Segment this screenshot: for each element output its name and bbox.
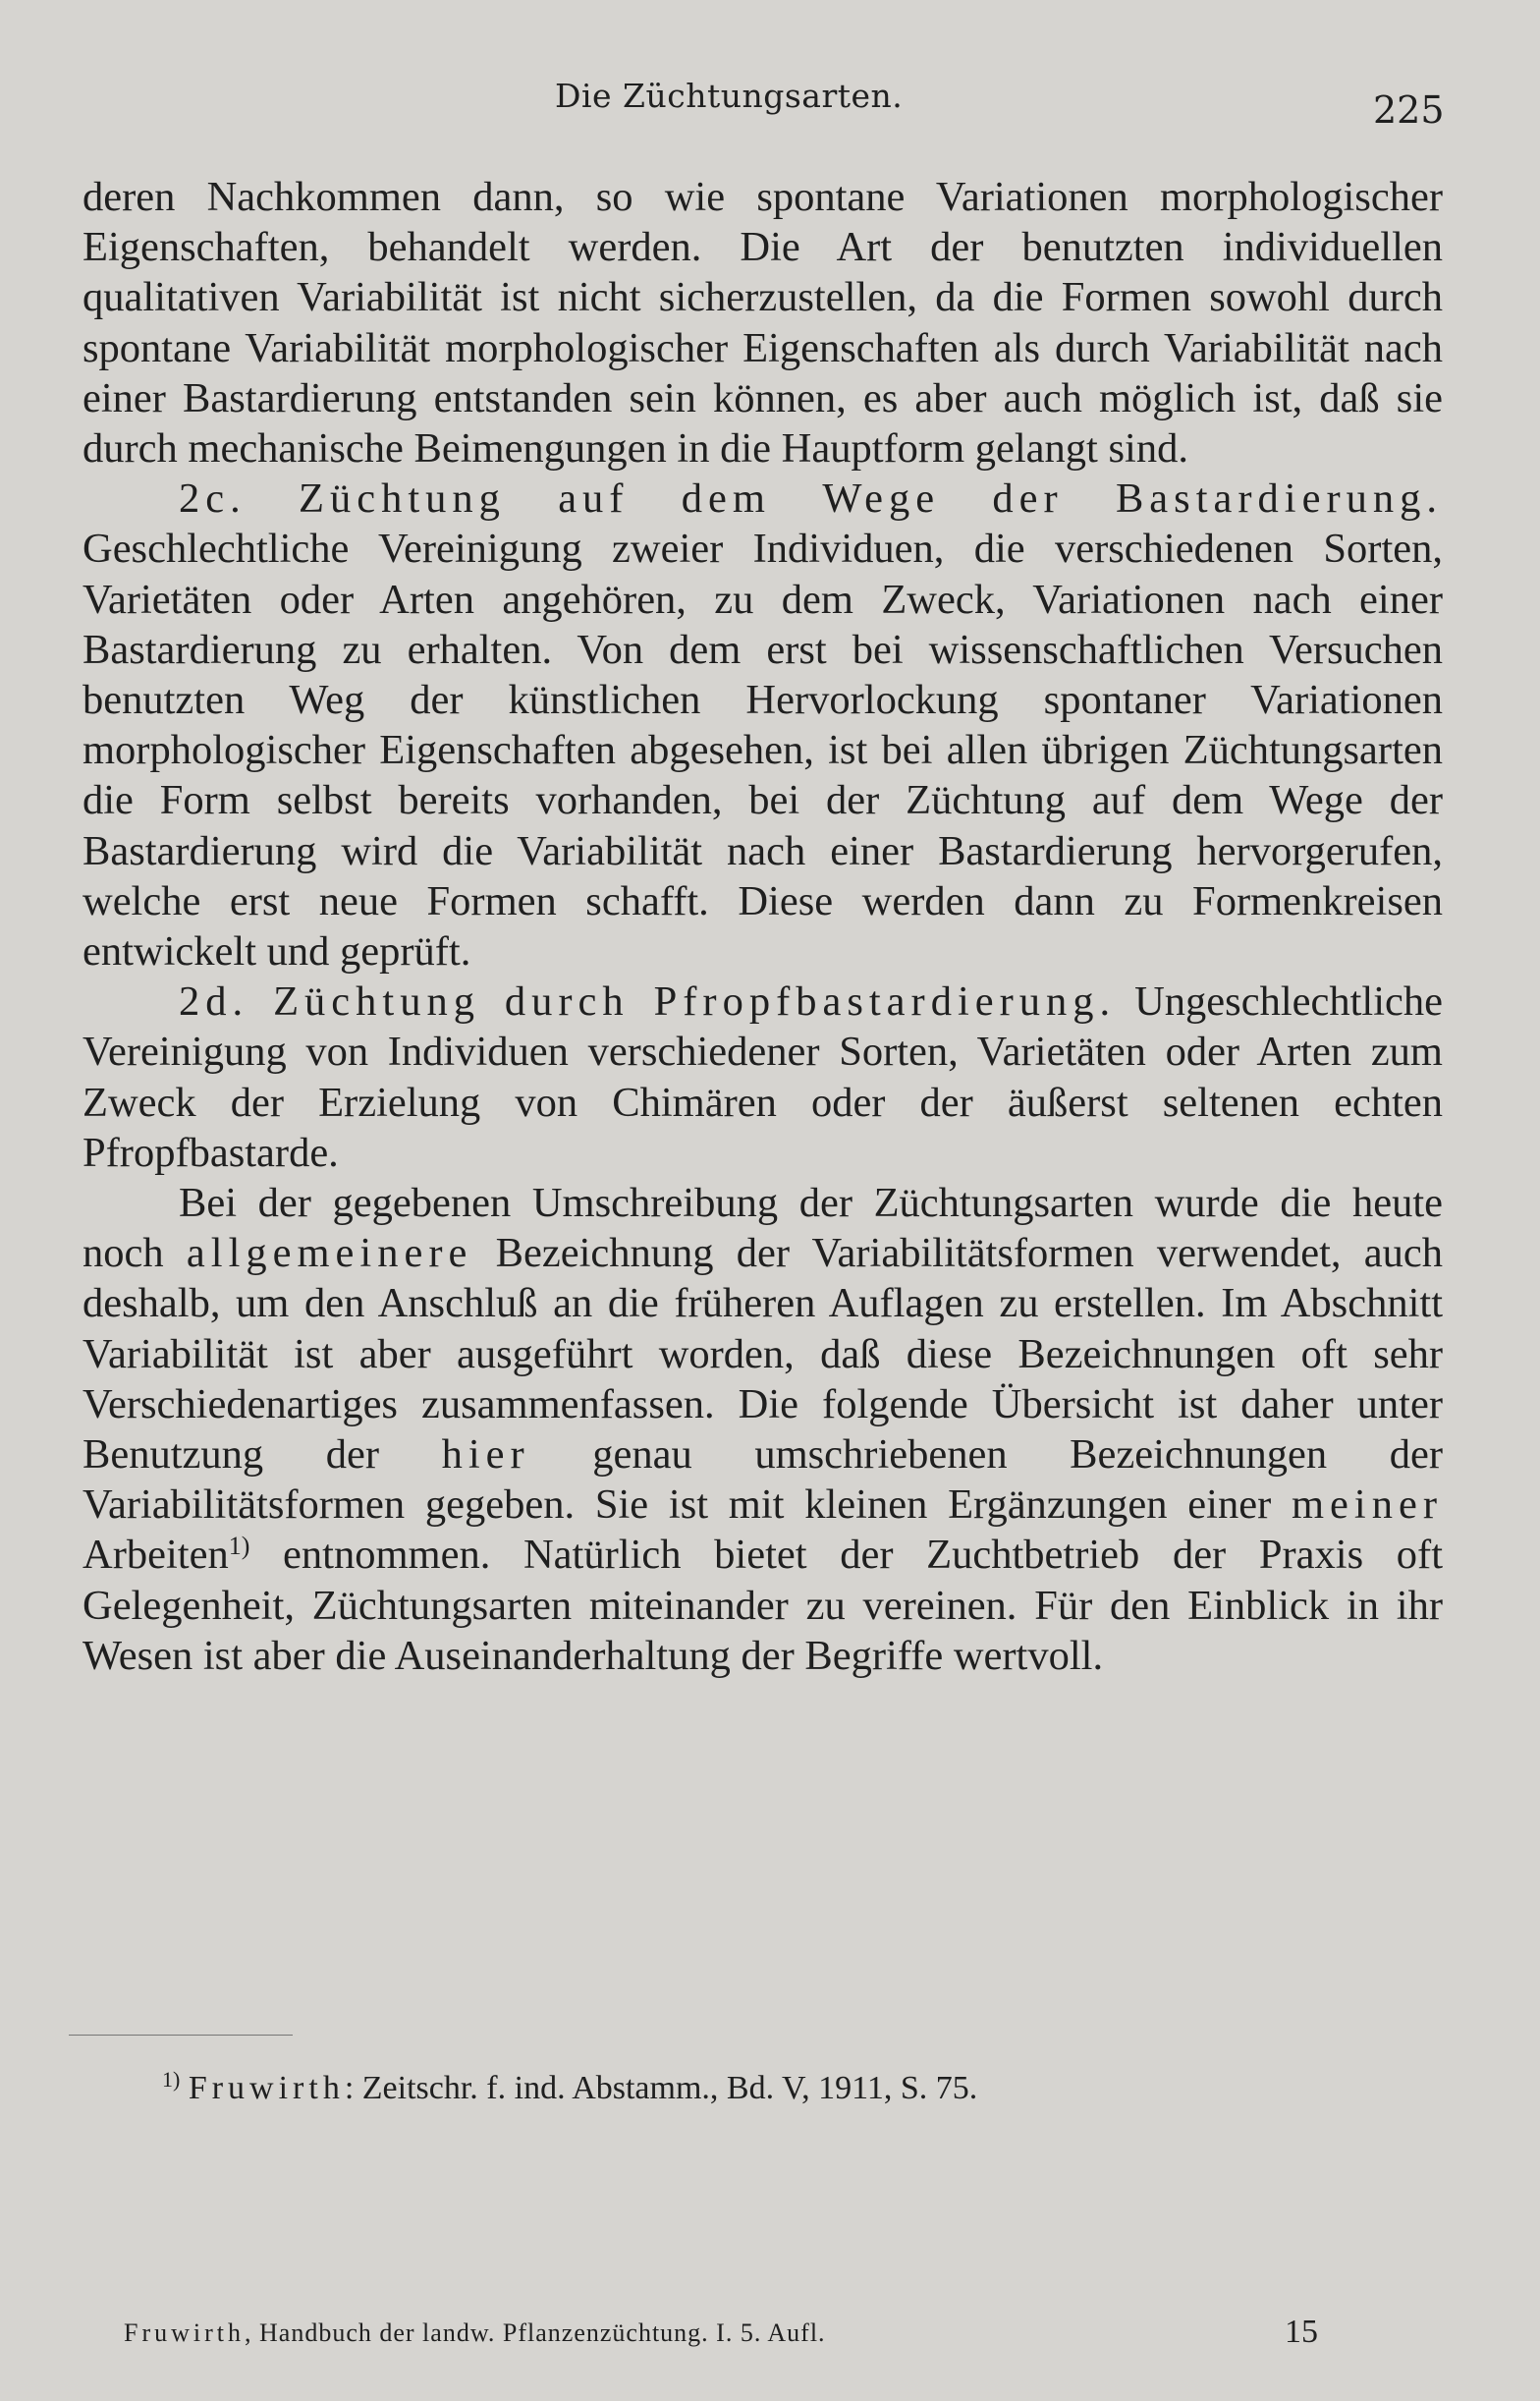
signature-title: , Handbuch der landw. Pflanzenzüchtung. I. 5. Aufl. [245,2318,826,2347]
paragraph-3-text: Ungeschlechtliche Vereinigung von Individuen verschiedener Sorten, Varietäten oder Arten zum Zweck der Erzielung von Chimären oder der äußerst seltenen echten Pfropfbastarde. [82,978,1444,1176]
paragraph-4-part-c: genau umschriebenen Bezeichnungen der Variabilitätsformen gegeben. Sie ist mit kleinen Ergänzungen einer [82,1431,1444,1529]
emphasis-meiner: meiner [1292,1481,1443,1529]
page-number: 225 [1373,88,1445,132]
paragraph-1: deren Nachkommen dann, so wie spontane Variationen morphologischer Eigenschaften, behandelt werden. Die Art der benutzten individuellen qualitativen Variabilität ist nicht sicherzustellen, da die Formen sowohl durch spontane Variabilität morphologischer Eigenschaften als durch Variabilität nach einer Bastardierung entstanden sein können, es aber auch möglich ist, daß sie durch mechanische Beimengungen in die Hauptform gelangt sind. [82,174,1443,473]
paragraph-2-text: Geschlechtliche Vereinigung zweier Individuen, die verschiedenen Sorten, Varietäten oder Arten angehören, zu dem Zweck, Variationen nach einer Bastardierung zu erhalten. Von dem erst bei wissenschaftlichen Versuchen benutzten Weg der künstlichen Hervorlockung spontaner Variationen morphologischer Eigenschaften abgesehen, ist bei allen übrigen Züchtungsarten die Form selbst bereits vorhanden, bei der Züchtung auf dem Wege der Bastardierung wird die Variabilität nach einer Bastardierung hervorgerufen, welche erst neue Formen schafft. Diese werden dann zu Formenkreisen entwickelt und geprüft. [82,526,1443,976]
footnote-text: : Zeitschr. f. ind. Abstamm., Bd. V, 1911, S. 75. [344,2070,978,2106]
footnote [162,2067,978,2107]
paragraph-4 [82,1178,1443,1681]
sheet-number: 15 [1285,2314,1318,2350]
sheet-signature [124,2318,826,2348]
footnote-reference[interactable]: 1) [228,1532,250,1561]
paragraph-4-part-a: Bei der gegebenen Umschreibung der Züchtungsarten wurde die heute noch [82,1180,1443,1277]
signature-author: Fruwirth [124,2318,245,2347]
paragraph-2 [82,474,1443,977]
paragraph-4-part-e: entnommen. Natürlich bietet der Zuchtbetrieb der Praxis oft Gelegenheit, Züchtungsarten miteinander zu vereinen. Für den Einblick in ihr Wesen ist aber die Auseinanderhaltung der Begriffe wertvoll. [82,1532,1444,1679]
footnote-marker: 1) [162,2067,181,2092]
emphasis-hier: hier [441,1431,530,1479]
paragraph-4-part-b: Bezeichnung der Variabilitätsformen verwendet, auch deshalb, um den Anschluß an die früheren Auflagen zu erstellen. Im Abschnitt Variabilität ist aber ausgeführt worden, daß diese Bezeichnungen oft sehr Verschiedenartiges zusammenfassen. Die folgende Übersicht ist daher unter Benutzung der [82,1230,1444,1479]
running-title: Die Züchtungsarten. [555,77,904,115]
section-heading-2d: 2d. Züchtung durch Pfropfbastardierung. [179,978,1117,1026]
footnote-author: Fruwirth [188,2070,345,2106]
footnote-divider [69,2035,293,2036]
body-text [82,172,1443,1681]
paragraph-4-part-d: Arbeiten [82,1532,229,1579]
paragraph-3 [82,977,1443,1178]
emphasis-allgemeinere: allgemeinere [186,1230,473,1277]
section-heading-2c: 2c. Züchtung auf dem Wege der Bastardierung. [179,475,1443,523]
